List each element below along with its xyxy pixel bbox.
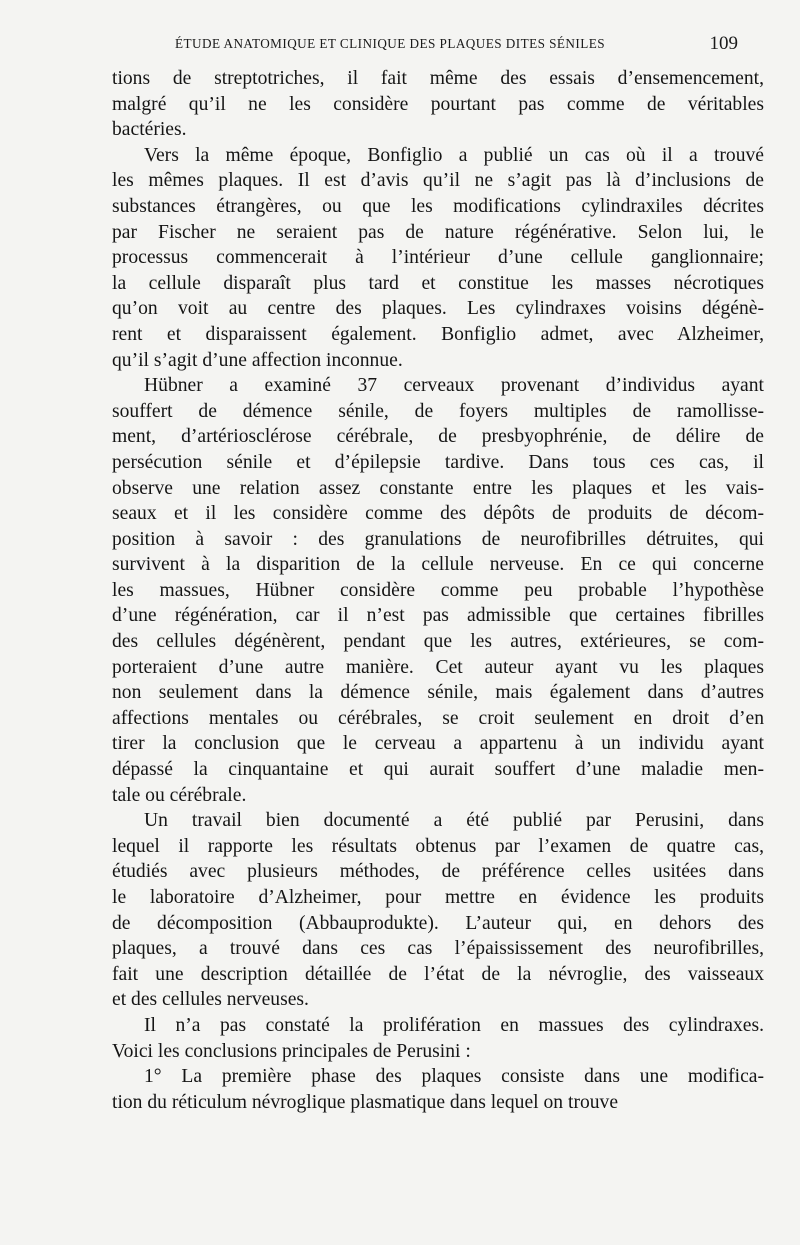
text-line: position à savoir : des granulations de neurofibrilles détruites, qui [112,528,764,550]
paragraph [112,808,764,1013]
text-line: non seulement dans la démence sénile, mais également dans d’autres [112,682,764,704]
text-line: plaques, a trouvé dans ces cas l’épaississement des neurofibrilles, [112,938,764,960]
text-line: porteraient d’une autre manière. Cet auteur ayant vu les plaques [112,656,764,678]
text-line: bactéries. [112,119,187,141]
text-line: qu’on voit au centre des plaques. Les cylindraxes voisins dégénè- [112,298,764,320]
text-line: substances étrangères, ou que les modifications cylindraxiles décrites [112,195,764,217]
text-line: dépassé la cinquantaine et qui aurait souffert d’une maladie men- [112,759,764,781]
paragraph [112,1013,764,1064]
page-header [175,33,738,54]
text-line: tirer la conclusion que le cerveau a appartenu à un individu ayant [112,733,764,755]
paragraph [112,1064,764,1115]
text-line: Il n’a pas constaté la prolifération en massues des cylindraxes. [144,1014,764,1036]
text-line: la cellule disparaît plus tard et constitue les masses nécrotiques [112,272,764,294]
text-line: ment, d’artériosclérose cérébrale, de presbyophrénie, de délire de [112,426,764,448]
text-line: seaux et il les considère comme des dépôts de produits de décom- [112,503,764,525]
text-line: processus commencerait à l’intérieur d’une cellule ganglionnaire; [112,247,764,269]
text-line: par Fischer ne seraient pas de nature régénérative. Selon lui, le [112,221,764,243]
text-line: malgré qu’il ne les considère pourtant pas comme de véritables [112,93,764,115]
text-line: souffert de démence sénile, de foyers multiples de ramollisse- [112,400,764,422]
page-number: 109 [709,33,738,54]
text-line: rent et disparaissent également. Bonfiglio admet, avec Alzheimer, [112,323,764,345]
text-line: tale ou cérébrale. [112,784,247,806]
text-line: lequel il rapporte les résultats obtenus par l’examen de quatre cas, [112,835,764,857]
text-line: les mêmes plaques. Il est d’avis qu’il ne s’agit pas là d’inclusions de [112,170,764,192]
text-line: 1° La première phase des plaques consiste dans une modifica- [144,1066,764,1088]
text-line: et des cellules nerveuses. [112,989,309,1011]
text-line: fait une description détaillée de l’état de la névroglie, des vaisseaux [112,963,764,985]
text-line: le laboratoire d’Alzheimer, pour mettre en évidence les produits [112,887,764,908]
text-line: Hübner a examiné 37 cerveaux provenant d’individus ayant [144,375,764,397]
text-line: observe une relation assez constante entre les plaques et les vais- [112,477,764,499]
text-line: persécution sénile et d’épilepsie tardive. Dans tous ces cas, il [112,451,764,473]
text-line: étudiés avec plusieurs méthodes, de préférence celles usitées dans [112,861,764,883]
text-line: Voici les conclusions principales de Perusini : [112,1040,471,1062]
text-line: tion du réticulum névroglique plasmatique dans lequel on trouve [112,1091,619,1113]
running-title: ÉTUDE ANATOMIQUE ET CLINIQUE DES PLAQUES DITES SÉNILES [175,36,606,51]
paragraph [112,143,764,373]
text-line: des cellules dégénèrent, pendant que les autres, extérieures, se com- [112,631,764,653]
paragraph [112,373,764,808]
text-line: qu’il s’agit d’une affection inconnue. [112,349,403,371]
paragraph [112,66,764,143]
text-line: les massues, Hübner considère comme peu probable l’hypothèse [112,579,764,601]
text-line: Vers la même époque, Bonfiglio a publié un cas où il a trouvé [144,144,764,166]
text-line: Un travail bien documenté a été publié par Perusini, dans [144,810,764,832]
text-line: d’une régénération, car il n’est pas admissible que certaines fibrilles [112,605,764,627]
body-text [112,66,764,1115]
text-line: survivent à la disparition de la cellule nerveuse. En ce qui concerne [112,554,764,576]
text-line: de décomposition (Abbauprodukte). L’auteur qui, en dehors des [112,912,764,934]
text-line: affections mentales ou cérébrales, se croit seulement en droit d’en [112,707,764,729]
text-line: tions de streptotriches, il fait même des essais d’ensemencement, [112,68,764,89]
